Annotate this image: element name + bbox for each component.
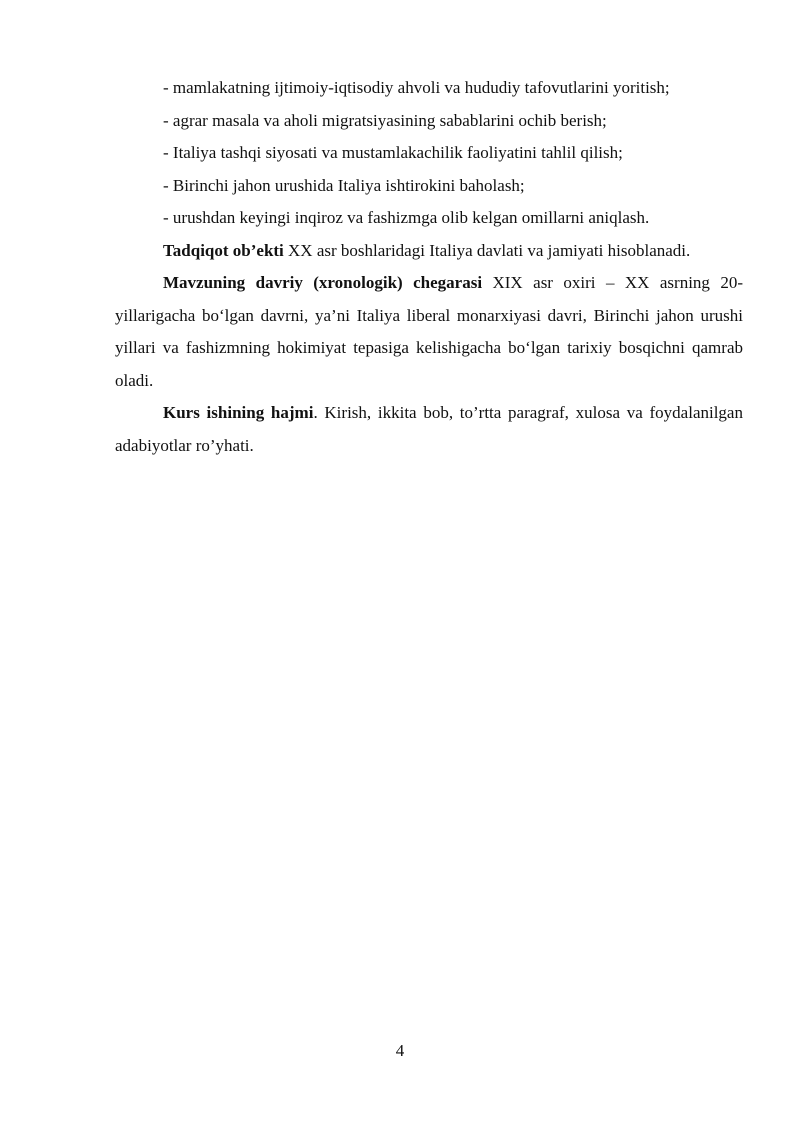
- volume-label: Kurs ishining hajmi: [163, 403, 314, 422]
- research-object-label: Tadqiqot ob’ekti: [163, 240, 284, 260]
- objective-item-1: - mamlakatning ijtimoiy-iqtisodiy ahvoli va hududiy tafovutlarini yoritish;: [163, 78, 670, 97]
- page-number: 4: [395, 1041, 405, 1060]
- volume-paragraph: [115, 397, 743, 462]
- chronology-paragraph: [115, 267, 743, 397]
- objective-item-2: - agrar masala va aholi migratsiyasining sabablarini ochib berish;: [163, 110, 607, 130]
- document-body: [115, 72, 743, 462]
- chronology-text: XIX asr oxiri – XX asrning 20-yillarigacha bo‘lgan davrni, ya’ni Italiya liberal monarxiyasi davri, Birinchi jahon urushi yillari va fashizmning hokimiyat tepasiga kelishigacha bo‘lgan tarixiy bosqichni qamrab oladi.: [115, 273, 744, 390]
- objective-item-3: - Italiya tashqi siyosati va mustamlakachilik faoliyatini tahlil qilish;: [163, 143, 623, 162]
- research-object-paragraph: [115, 235, 743, 268]
- volume-text: . Kirish, ikkita bob, to’rtta paragraf, xulosa va foydalanilgan adabiyotlar ro’yhati.: [115, 403, 743, 455]
- research-object-text: XX asr boshlaridagi Italiya davlati va jamiyati hisoblanadi.: [283, 240, 691, 260]
- objective-item-5: - urushdan keyingi inqiroz va fashizmga olib kelgan omillarni aniqlash.: [163, 208, 650, 227]
- chronology-label: Mavzuning davriy (xronologik) chegarasi: [163, 273, 483, 292]
- objective-item-4: - Birinchi jahon urushida Italiya ishtirokini baholash;: [163, 175, 525, 195]
